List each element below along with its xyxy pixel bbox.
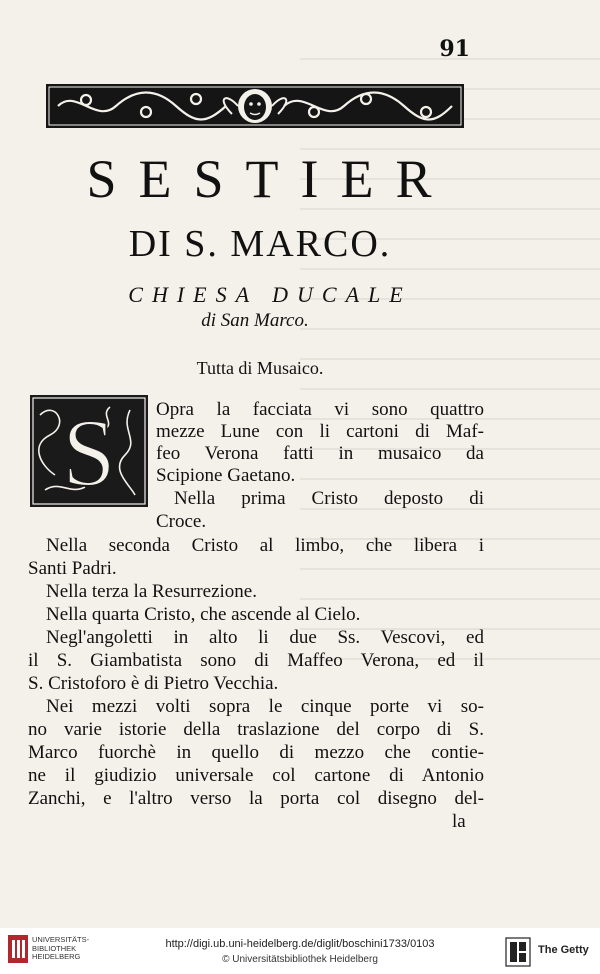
text-line: Nella terza la Resurrezione. — [46, 581, 257, 602]
text-line: Zanchi, e l'altro verso la porta col disegno del- — [28, 788, 484, 809]
text-line: Nei mezzi volti sopra le cinque porte vi so- — [46, 696, 484, 717]
heading-sestier: SESTIER — [86, 149, 454, 209]
catchword: la — [452, 811, 466, 832]
drop-cap-letter: S — [62, 399, 116, 506]
page-number: 91 — [439, 36, 470, 62]
drop-cap-s-icon — [30, 395, 148, 507]
text-line: il S. Giambatista sono di Maffeo Verona, ed il — [28, 650, 484, 671]
permalink-url[interactable]: http://digi.ub.uni-heidelberg.de/diglit/boschini1733/0103 — [165, 938, 435, 950]
text-line: Marco fuorchè in quello di mezzo che contie- — [28, 742, 484, 763]
text-line: Croce. — [156, 511, 207, 532]
text-line: Negl'angoletti in alto li due Ss. Vescovi, ed — [46, 627, 484, 648]
text-line: mezze Lune con li cartoni di Maf- — [156, 421, 484, 442]
text-line: no varie istorie della traslazione del corpo di S. — [28, 719, 484, 740]
text-line: Nella seconda Cristo al limbo, che libera i — [46, 535, 484, 556]
text-line: ne il giudizio universale col cartone di Antonio — [28, 765, 484, 786]
getty-label[interactable]: The Getty — [538, 944, 589, 956]
text-line: feo Verona fatti in musaico da — [156, 443, 484, 464]
text-line: S. Cristoforo è di Pietro Vecchia. — [28, 673, 279, 694]
text-line: Opra la facciata vi sono quattro — [156, 399, 484, 420]
text-line: Santi Padri. — [28, 558, 117, 579]
text-line: Nella prima Cristo deposto di — [174, 488, 484, 509]
copyright-notice: © Universitätsbibliothek Heidelberg — [222, 954, 378, 965]
church-subtitle: di San Marco. — [201, 310, 309, 331]
heading-di-s-marco: DI S. MARCO. — [128, 223, 392, 265]
headpiece-ornament-icon — [46, 84, 464, 128]
text-line: Scipione Gaetano. — [156, 465, 296, 486]
getty-logo-icon — [505, 937, 531, 967]
church-title: CHIESA DUCALE — [128, 282, 412, 307]
text-line: Nella quarta Cristo, che ascende al Cielo. — [46, 604, 361, 625]
bleed-through-texture — [300, 40, 600, 660]
subheading: Tutta di Musaico. — [196, 358, 324, 378]
library-name: UNIVERSITÄTS- BIBLIOTHEK HEIDELBERG — [32, 935, 90, 961]
